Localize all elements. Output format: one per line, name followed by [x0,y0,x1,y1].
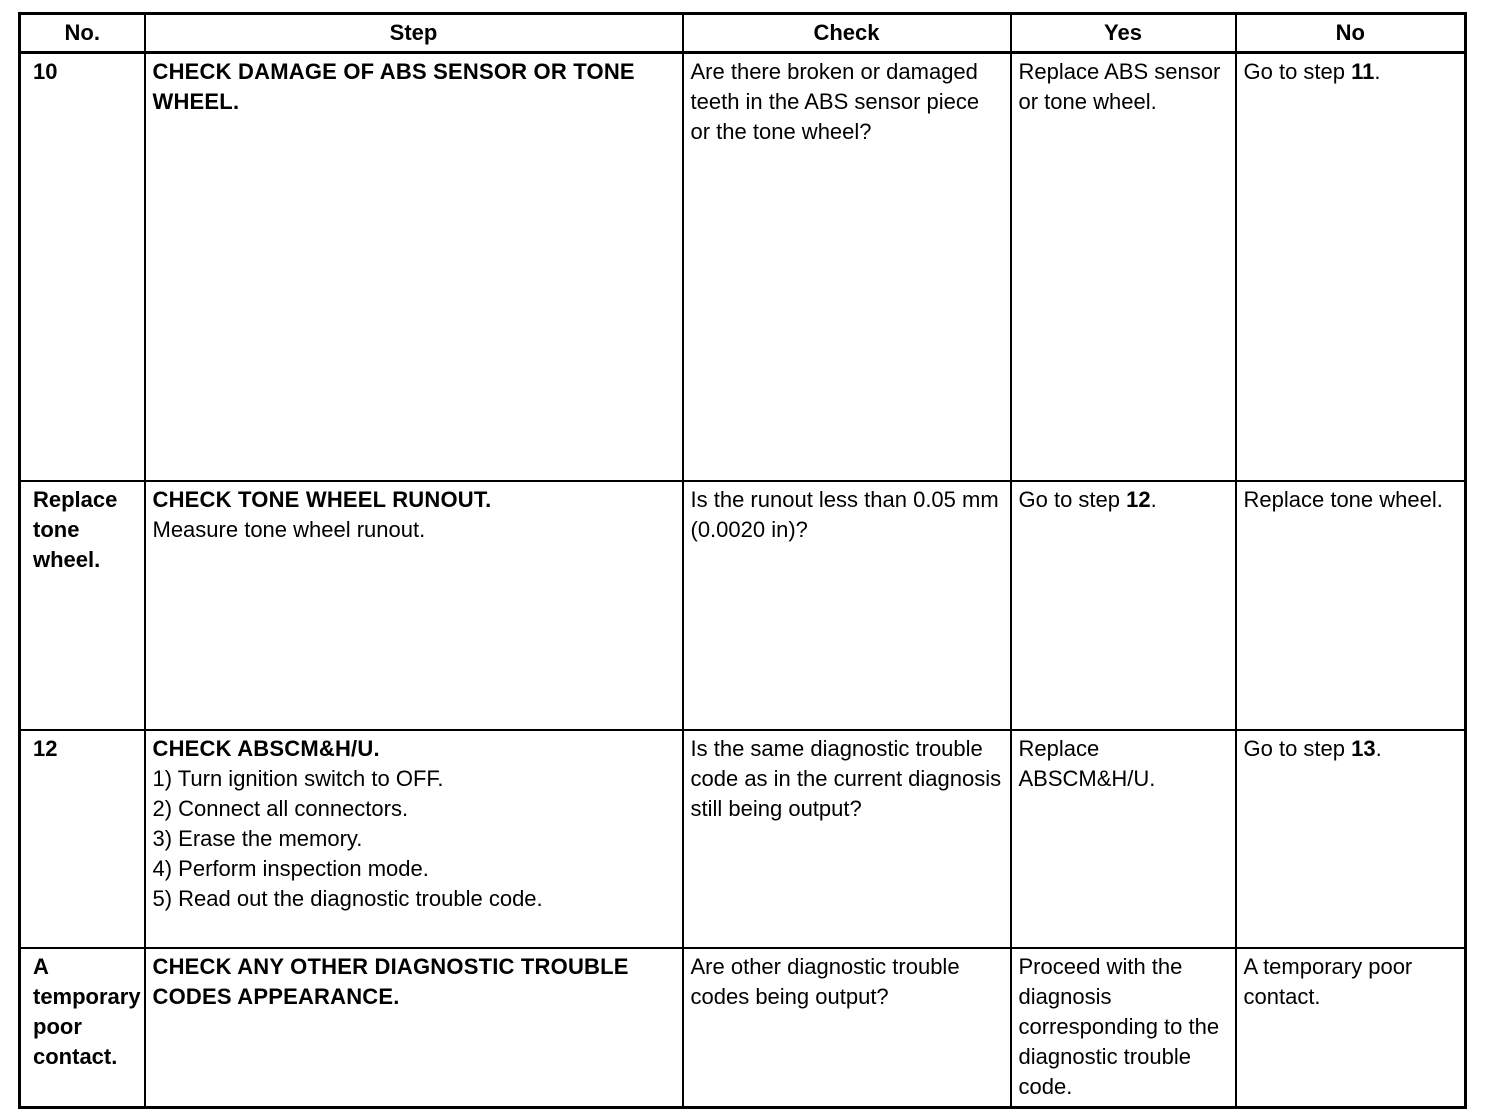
check-cell: Is the same diagnostic trouble code as in the current diagnosis still being output? [683,730,1011,948]
table-row [20,53,1466,482]
yes-cell: Proceed with the diagnosis corresponding to the diagnostic trouble code. [1011,948,1236,1108]
step-title: CHECK ANY OTHER DIAGNOSTIC TROUBLE CODES APPEARANCE. [152,954,629,1009]
step-instruction: 1) Turn ignition switch to OFF. [152,766,444,791]
step-title: CHECK TONE WHEEL RUNOUT. [152,487,492,512]
table-row [20,948,1466,1108]
yes-cell: Replace ABS sensor or tone wheel. [1011,53,1236,482]
step-title: CHECK DAMAGE OF ABS SENSOR OR TONE WHEEL. [152,59,635,114]
step-instruction: 4) Perform inspection mode. [152,856,429,881]
no-text-end: . [1375,736,1382,761]
yes-cell [1011,481,1236,730]
header-check: Check [683,14,1011,53]
step-instruction: 3) Erase the memory. [152,826,363,851]
yes-text: Go to step [1018,487,1127,512]
step-instruction: Measure tone wheel runout. [152,517,426,542]
step-cell [145,53,683,482]
no-text-end: . [1374,59,1381,84]
header-no-result: No [1236,14,1466,53]
no-cell [1236,53,1466,482]
step-reference: 13 [1351,736,1376,761]
no-cell: A temporary poor contact. [1236,948,1466,1108]
header-no: No. [20,14,145,53]
step-title: CHECK ABSCM&H/U. [152,736,380,761]
check-cell: Are other diagnostic trouble codes being output? [683,948,1011,1108]
step-cell [145,730,683,948]
step-reference: 12 [1126,487,1151,512]
no-cell [1236,730,1466,948]
check-cell: Are there broken or damaged teeth in the ABS sensor piece or the tone wheel? [683,53,1011,482]
table-row [20,730,1466,948]
header-yes: Yes [1011,14,1236,53]
table-row [20,481,1466,730]
step-number: 12 [20,730,145,948]
step-cell [145,948,683,1108]
step-cell [145,481,683,730]
step-number: 10 [20,53,145,482]
no-cell: Replace tone wheel. [1236,481,1466,730]
no-text: Go to step [1243,59,1352,84]
step-reference: 11 [1351,59,1375,84]
step-instruction: 5) Read out the diagnostic trouble code. [152,886,543,911]
step-instruction: 2) Connect all connectors. [152,796,409,821]
yes-cell: Replace ABSCM&H/U. [1011,730,1236,948]
step-number: Replace tone wheel. [20,481,145,730]
check-cell: Is the runout less than 0.05 mm (0.0020 in)? [683,481,1011,730]
diagnostic-table [18,12,1467,1109]
no-text: Go to step [1243,736,1352,761]
header-step: Step [145,14,683,53]
yes-text-end: . [1150,487,1157,512]
step-number: A temporary poor contact. [20,948,145,1108]
header-row [20,14,1466,53]
